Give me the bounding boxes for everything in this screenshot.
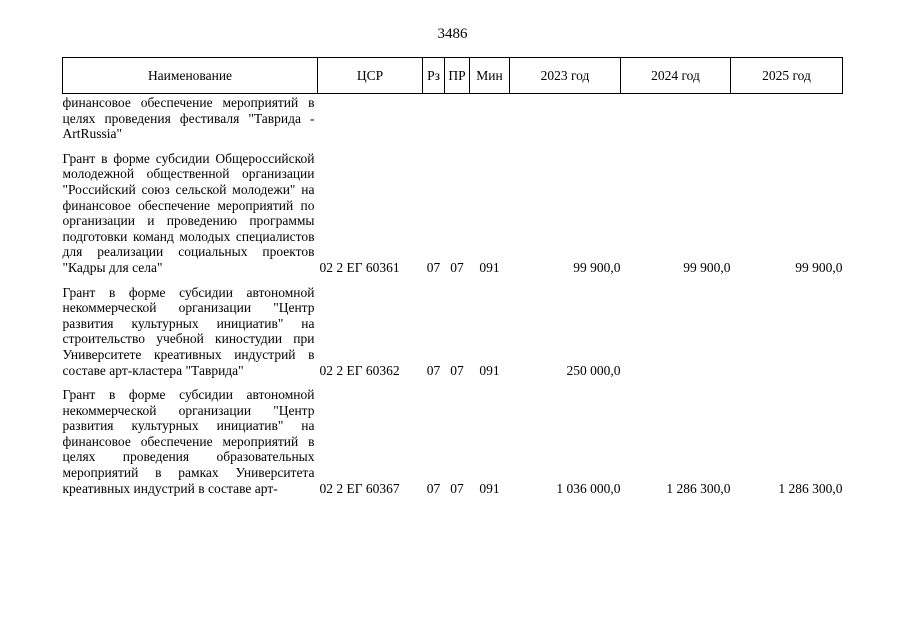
row-2024 xyxy=(621,94,731,142)
header-2024: 2024 год xyxy=(621,58,731,94)
row-2024: 1 286 300,0 xyxy=(666,480,731,496)
row-csr: 02 2 ЕГ 60361 xyxy=(319,259,400,275)
row-pr: 07 xyxy=(450,362,464,378)
row-2023: 250 000,0 xyxy=(566,362,621,378)
row-csr xyxy=(318,94,423,142)
row-name: финансовое обеспечение мероприятий в целях проведения фестиваля "Таврида - ArtRussia" xyxy=(62,95,315,142)
header-csr: ЦСР xyxy=(318,58,423,94)
row-min xyxy=(470,94,510,142)
row-rz: 07 xyxy=(426,259,441,275)
row-csr: 02 2 ЕГ 60367 xyxy=(319,480,400,496)
row-pr xyxy=(445,94,470,142)
table-row xyxy=(63,142,843,276)
row-2025: 99 900,0 xyxy=(795,259,843,275)
row-2025 xyxy=(731,94,843,142)
row-2025 xyxy=(731,276,843,379)
row-2024 xyxy=(621,276,731,379)
row-name: Грант в форме субсидии автономной некоммерческой организации "Центр развития культурных инициатив" на строительство учебной киностудии при Университете креативных индустрий в составе арт-кластера "Таврида" xyxy=(62,284,315,378)
header-rz: Рз xyxy=(423,58,445,94)
budget-table xyxy=(62,57,843,496)
row-rz xyxy=(423,94,445,142)
page-number: 3486 xyxy=(437,26,468,42)
table-row xyxy=(63,378,843,496)
row-pr: 07 xyxy=(450,480,464,496)
row-2023: 1 036 000,0 xyxy=(556,480,621,496)
header-2023: 2023 год xyxy=(510,58,621,94)
row-2025: 1 286 300,0 xyxy=(778,480,843,496)
row-pr: 07 xyxy=(450,259,464,275)
row-rz: 07 xyxy=(426,362,441,378)
row-2023: 99 900,0 xyxy=(573,259,621,275)
row-name: Грант в форме субсидии Общероссийской молодежной общественной организации "Российский союз сельской молодежи" на финансовое обеспечение мероприятий по организации и проведению программы подготовки команд молодых специалистов для реализации социальных проектов "Кадры для села" xyxy=(62,150,315,275)
table-header xyxy=(63,58,843,94)
row-rz: 07 xyxy=(426,480,441,496)
table-row xyxy=(63,276,843,379)
table-row xyxy=(63,94,843,142)
row-min: 091 xyxy=(479,362,500,378)
header-2025: 2025 год xyxy=(731,58,843,94)
row-name: Грант в форме субсидии автономной некоммерческой организации "Центр развития культурных инициатив" на финансовое обеспечение мероприятий в целях проведения образовательных мероприятий в рамках Университета креативных индустрий в составе арт- xyxy=(62,387,315,496)
header-name: Наименование xyxy=(63,58,318,94)
row-min: 091 xyxy=(479,480,500,496)
row-2023 xyxy=(510,94,621,142)
row-csr: 02 2 ЕГ 60362 xyxy=(319,362,400,378)
row-min: 091 xyxy=(479,259,500,275)
header-pr: ПР xyxy=(445,58,470,94)
header-min: Мин xyxy=(470,58,510,94)
row-2024: 99 900,0 xyxy=(683,259,731,275)
